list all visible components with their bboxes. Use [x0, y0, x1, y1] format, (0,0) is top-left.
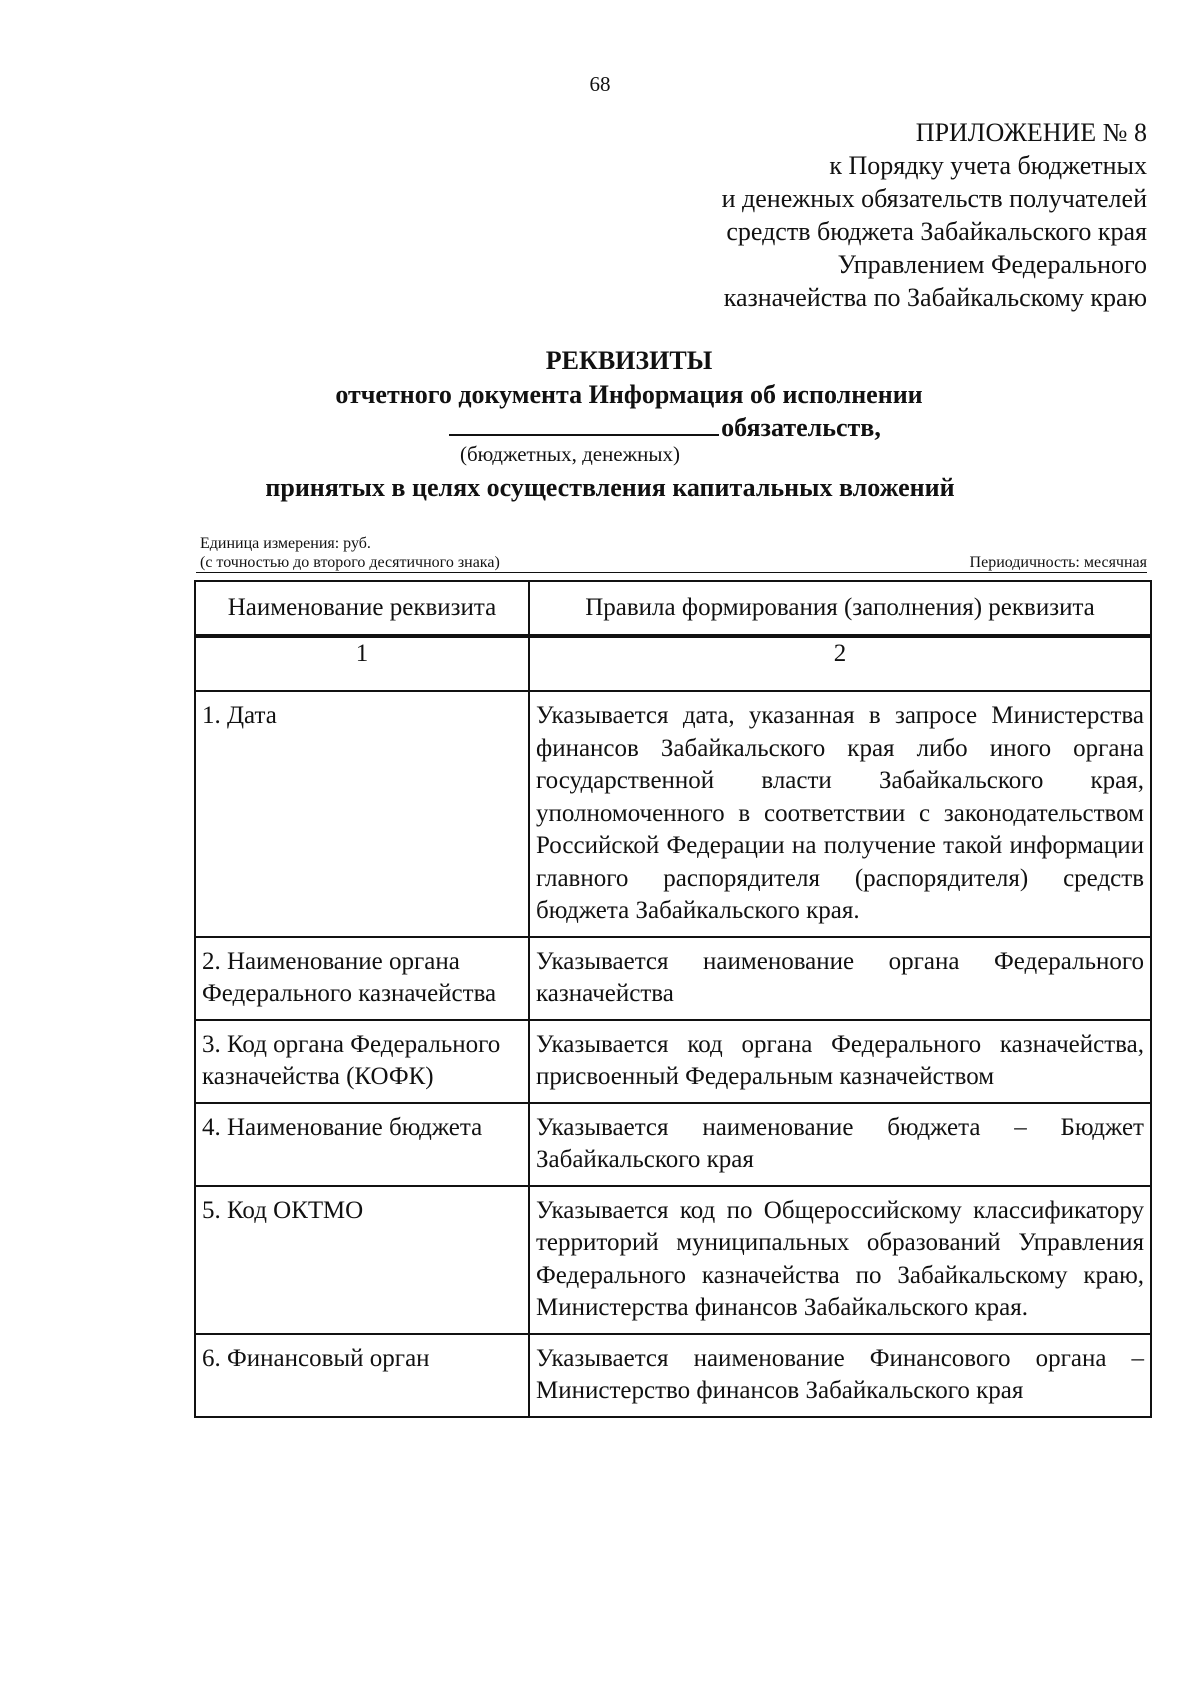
column-header-name: Наименование реквизита [195, 581, 529, 635]
table-header-row [195, 581, 1151, 635]
appendix-line: средств бюджета Забайкальского края [726, 217, 1147, 246]
requisite-rule: Указывается наименование бюджета – Бюджет Забайкальского края [529, 1103, 1151, 1186]
table-row [195, 1186, 1151, 1334]
column-header-rules: Правила формирования (заполнения) реквизита [529, 581, 1151, 635]
appendix-line: Управлением Федерального [837, 250, 1147, 279]
requisite-name: 1. Дата [195, 691, 529, 937]
unit-info [200, 534, 500, 572]
requisite-rule: Указывается код по Общероссийскому классификатору территорий муниципальных образований Управления Федерального казначейства по Забайкальскому краю, Министерства финансов Забайкальского края. [529, 1186, 1151, 1334]
appendix-line: казначейства по Забайкальскому краю [723, 283, 1147, 312]
requisite-name: 6. Финансовый орган [195, 1334, 529, 1417]
column-number-row [195, 637, 1151, 691]
meta-divider [196, 572, 1147, 573]
requisite-rule: Указывается наименование органа Федерального казначейства [529, 937, 1151, 1020]
blank-fill-line [449, 412, 719, 436]
column-number: 1 [195, 637, 529, 691]
table-row [195, 1103, 1151, 1186]
title-line-2 [130, 412, 1200, 443]
requisite-rule: Указывается код органа Федерального казначейства, присвоенный Федеральным казначейством [529, 1020, 1151, 1103]
table-row [195, 1020, 1151, 1103]
requisite-name: 2. Наименование органа Федерального казначейства [195, 937, 529, 1020]
requisite-name: 4. Наименование бюджета [195, 1103, 529, 1186]
precision-label: (с точностью до второго десятичного знака) [200, 554, 500, 571]
requisite-name: 5. Код ОКТМО [195, 1186, 529, 1334]
requisites-table [194, 636, 1152, 1418]
title-line-3: принятых в целях осуществления капитальных вложений [265, 473, 955, 502]
table-row [195, 691, 1151, 937]
document-title [0, 344, 1200, 505]
requisite-rule: Указывается наименование Финансового органа – Министерство финансов Забайкальского края [529, 1334, 1151, 1417]
title-hint: (бюджетных, денежных) [460, 442, 680, 466]
column-number: 2 [529, 637, 1151, 691]
periodicity-label: Периодичность: месячная [969, 554, 1147, 571]
appendix-line: к Порядку учета бюджетных [829, 151, 1147, 180]
table-row [195, 1334, 1151, 1417]
unit-label: Единица измерения: руб. [200, 535, 371, 552]
page-number: 68 [589, 72, 611, 96]
appendix-header [722, 116, 1147, 314]
appendix-line: и денежных обязательств получателей [721, 184, 1147, 213]
title-main: РЕКВИЗИТЫ [545, 346, 713, 375]
requisite-rule: Указывается дата, указанная в запросе Министерства финансов Забайкальского края либо иного органа государственной власти Забайкальского края, уполномоченного в соответствии с законодательством Российской Федерации на получение такой информации главного распорядителя (распорядителя) средств бюджета Забайкальского края. [529, 691, 1151, 937]
title-line-1: отчетного документа Информация об исполнении [335, 380, 923, 409]
title-line-2-suffix: обязательств, [721, 413, 881, 442]
requisite-name: 3. Код органа Федерального казначейства (КОФК) [195, 1020, 529, 1103]
table-row [195, 937, 1151, 1020]
requisites-table-header [194, 580, 1152, 636]
appendix-line: ПРИЛОЖЕНИЕ № 8 [915, 118, 1147, 147]
